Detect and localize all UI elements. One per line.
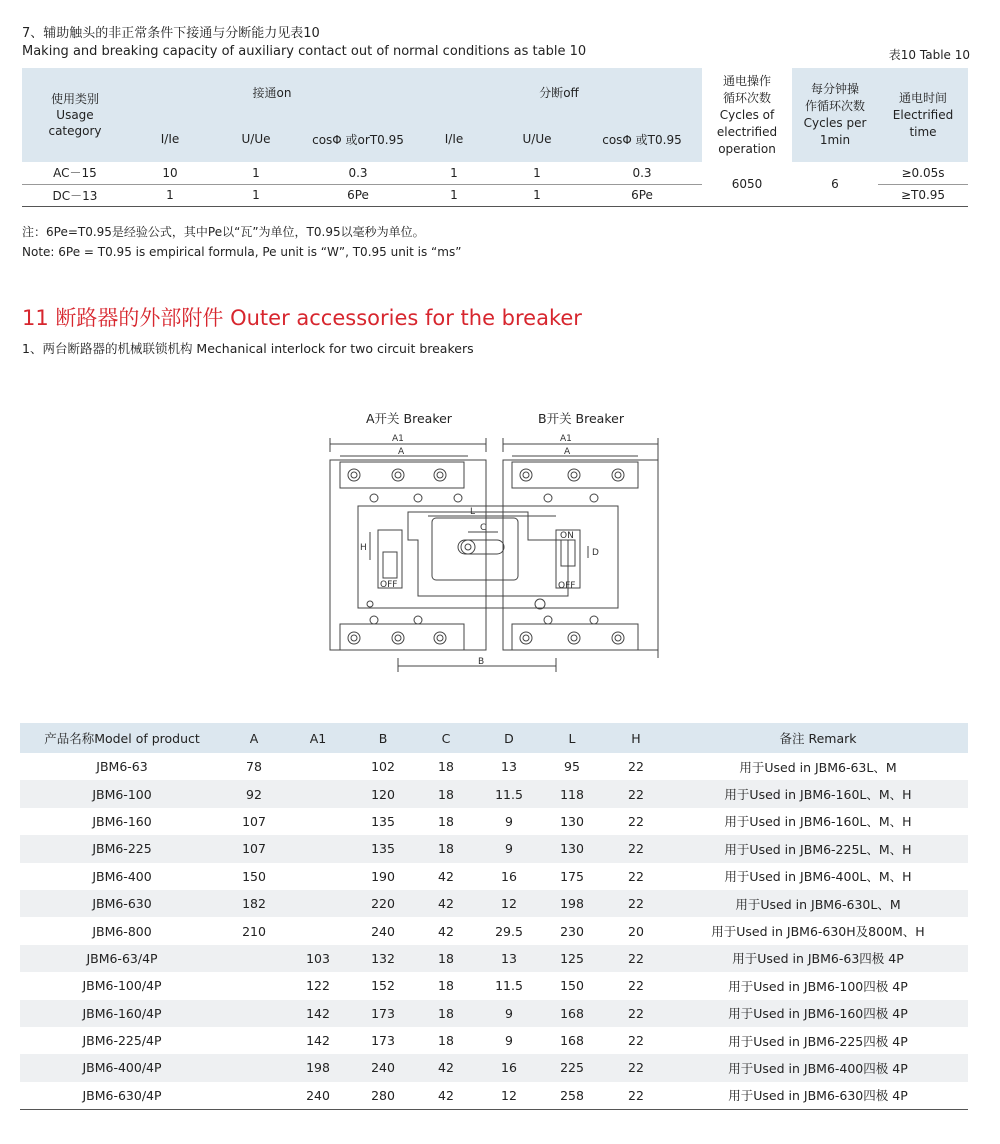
off-label-b: OFF (558, 581, 576, 591)
sub-header: cosΦ 或T0.95 (582, 116, 702, 162)
sub-header: U/Ue (212, 116, 300, 162)
cycles-value: 6050 (702, 162, 792, 206)
cycles-header: 通电操作 循环次数 Cycles of electrified operation (702, 68, 792, 162)
table-row: DC－13 1 1 6Pe 1 1 6Pe ≥T0.95 (22, 184, 968, 206)
off-label-a: OFF (380, 580, 398, 590)
dim-h: H (360, 543, 367, 553)
sub-header: cosΦ 或orT0.95 (300, 116, 416, 162)
note-en: Note: 6Pe = T0.95 is empirical formula, Pe unit is “W”, T0.95 unit is “ms” (22, 245, 462, 259)
table-row: JBM6-100 92 120 18 11.5 118 22 用于Used in JBM6-160L、M、H (20, 780, 968, 807)
table-row: JBM6-400/4P 198 240 42 16 225 22 用于Used in JBM6-400四极 4P (20, 1054, 968, 1081)
table-row: JBM6-800 210 240 42 29.5 230 20 用于Used in JBM6-630H及800M、H (92, 923, 925, 940)
table-row: JBM6-63/4P 103 132 18 13 125 22 用于Used in JBM6-63四极 4P (20, 945, 968, 972)
notes (22, 222, 461, 262)
table-row: JBM6-630/4P 240 280 42 12 258 22 用于Used in JBM6-630四极 4P (20, 1082, 968, 1110)
sub-header: I/Ie (416, 116, 492, 162)
col-header: H (604, 723, 668, 753)
dim-d: D (592, 548, 599, 558)
models-table (20, 723, 968, 1110)
dim-l: L (470, 507, 476, 517)
usage-header: 使用类别 Usage category (22, 68, 128, 162)
section-11-subtitle: 1、两台断路器的机械联锁机构 Mechanical interlock for two circuit breakers (22, 341, 474, 356)
off-header: 分断off (416, 68, 702, 116)
time-header: 通电时间 Electrified time (878, 68, 968, 162)
col-header: L (540, 723, 604, 753)
col-header: D (478, 723, 540, 753)
section-7-title-cn: 7、辅助触头的非正常条件下接通与分断能力见表10 (22, 26, 320, 41)
on-header: 接通on (128, 68, 416, 116)
table-row: JBM6-225/4P 142 173 18 9 168 22 用于Used in JBM6-225四极 4P (82, 1033, 908, 1049)
table-row: JBM6-160 107 135 18 9 130 22 用于Used in JBM6-160L、M、H (92, 813, 912, 830)
col-header: 备注 Remark (668, 723, 968, 753)
sub-header: I/Ie (128, 116, 212, 162)
dim-c: C (480, 523, 487, 533)
per-minute-header: 每分钟操 作循环次数 Cycles per 1min (792, 68, 878, 162)
dim-a-right: A (564, 447, 571, 457)
breaker-a-label: A开关 Breaker (366, 411, 452, 426)
interlock-drawing (318, 428, 663, 674)
col-header: A1 (284, 723, 352, 753)
col-header: A (224, 723, 284, 753)
table-row: JBM6-63 78 102 18 13 95 22 用于Used in JBM6-63L、M (96, 759, 897, 775)
table-row: JBM6-630 182 220 42 12 198 22 用于Used in JBM6-630L、M (20, 890, 968, 917)
dim-a1-left: A1 (392, 434, 404, 444)
table-row: JBM6-225 107 135 18 9 130 22 用于Used in JBM6-225L、M、H (20, 835, 968, 862)
col-header: 产品名称Model of product (20, 723, 224, 753)
section-11-title: 11 断路器的外部附件 Outer accessories for the breaker (22, 306, 582, 330)
table-row: JBM6-100/4P 122 152 18 11.5 150 22 用于Used in JBM6-100四极 4P (82, 978, 908, 994)
dim-a-left: A (398, 447, 405, 457)
dim-b: B (478, 657, 485, 667)
per-minute-value: 6 (792, 162, 878, 206)
table-10 (22, 68, 968, 207)
dim-a1-right: A1 (560, 434, 572, 444)
col-header: B (352, 723, 414, 753)
table-row: AC－15 10 1 0.3 1 1 0.3 6050 6 ≥0.05s (22, 162, 968, 184)
col-header: C (414, 723, 478, 753)
section-7-title-en: Making and breaking capacity of auxiliary contact out of normal conditions as table 10 (22, 44, 587, 59)
table-row: JBM6-400 150 190 42 16 175 22 用于Used in JBM6-400L、M、H (92, 868, 912, 885)
table-row: JBM6-160/4P 142 173 18 9 168 22 用于Used in JBM6-160四极 4P (20, 1000, 968, 1027)
sub-header: U/Ue (492, 116, 582, 162)
note-cn: 注：6Pe=T0.95是经验公式，其中Pe以“瓦”为单位，T0.95以毫秒为单位。 (22, 225, 425, 239)
on-label: ON (560, 531, 574, 541)
breaker-b-label: B开关 Breaker (538, 411, 624, 426)
table-tag: 表10 Table 10 (888, 48, 970, 62)
